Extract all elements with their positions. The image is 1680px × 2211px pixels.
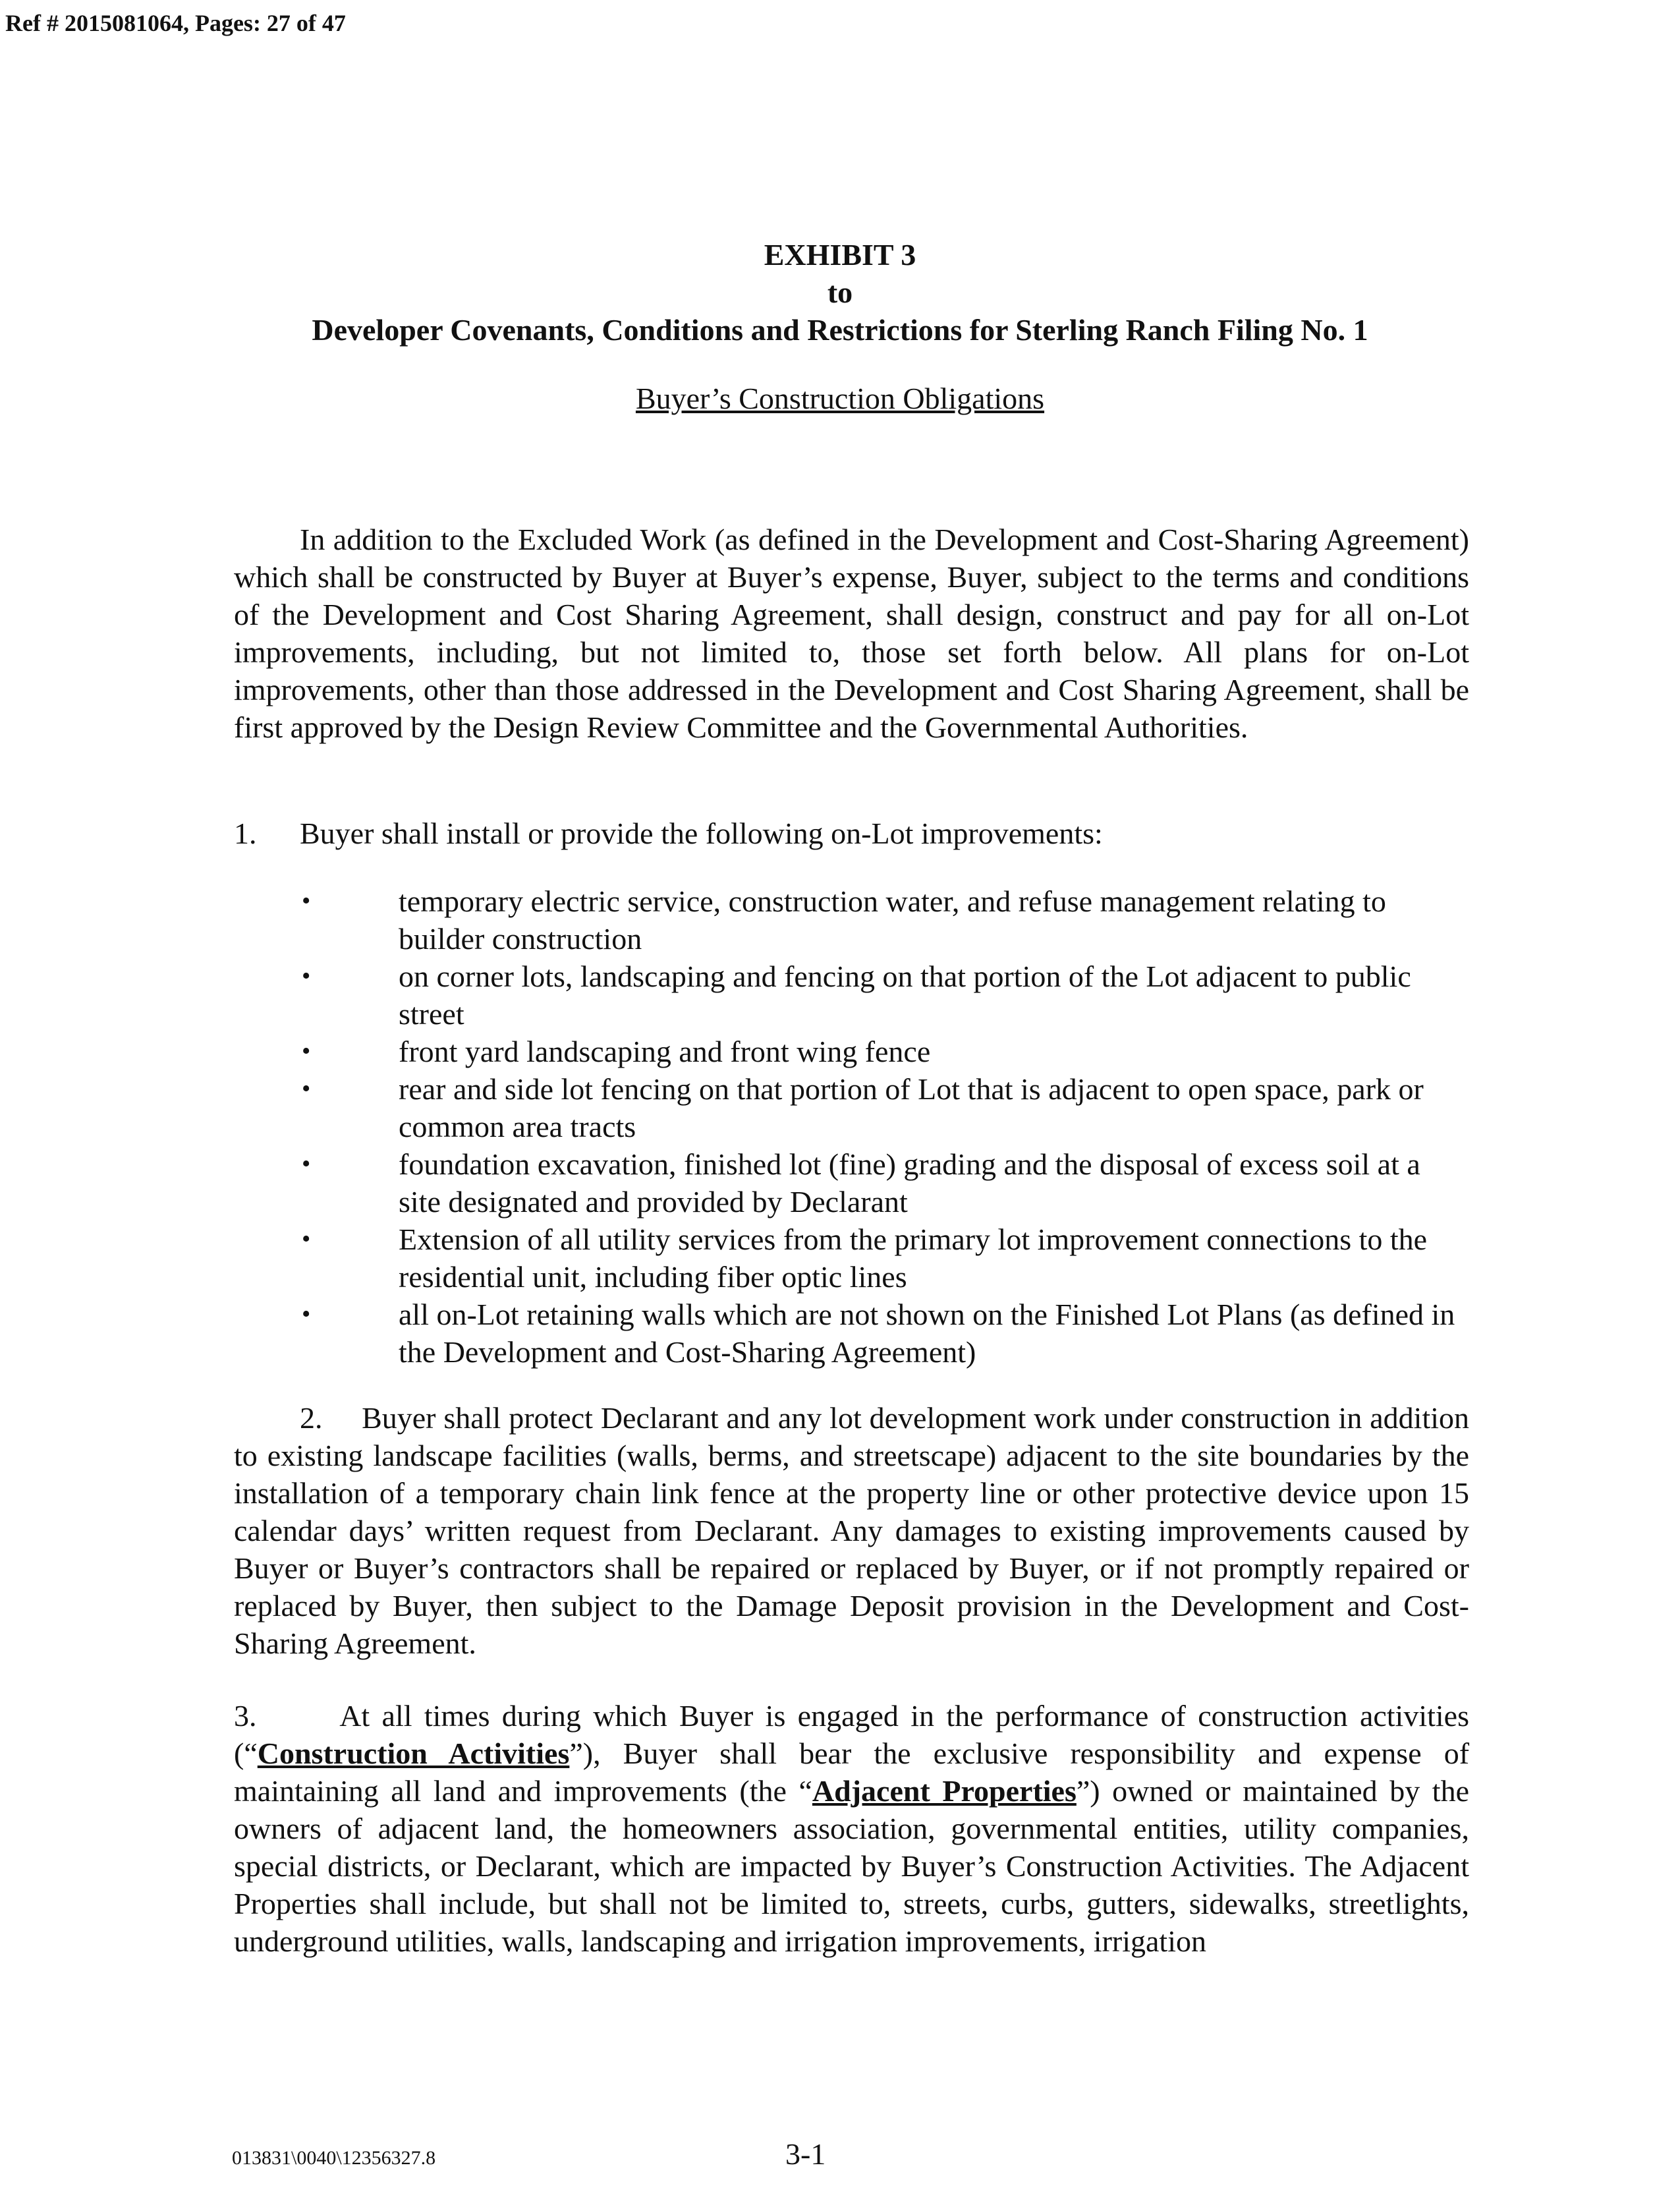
section-1-text: Buyer shall install or provide the following on-Lot improvements:	[300, 817, 1103, 850]
list-item: • all on-Lot retaining walls which are not shown on the Finished Lot Plans (as defined in the Development and Cost-Sharing Agreement)	[296, 1296, 1469, 1371]
exhibit-title: EXHIBIT 3	[764, 238, 916, 272]
section-3-text-c: ”) owned or maintained by the owners of adjacent land, the homeowners association, governmental entities, utility companies, special districts, or Declarant, which are impacted by Buyer’s Construction Activities. The Adjacent Properties shall include, but shall not be limited to, streets, curbs, gutters, sidewalks, streetlights, underground utilities, walls, landscaping and irrigation improvements, irrigation	[234, 1774, 1470, 1958]
document-reference: Ref # 2015081064, Pages: 27 of 47	[5, 10, 346, 36]
section-3-text-b: ”), Buyer shall bear the exclusive responsibility and expense of maintaining all land and improvements (the “	[234, 1737, 1470, 1808]
defined-term-construction-activities: Construction Activities	[257, 1737, 570, 1770]
list-item: • foundation excavation, finished lot (fine) grading and the disposal of excess soil at a site designated and provided by Declarant	[296, 1145, 1469, 1220]
footer-page-number: 3-1	[785, 2137, 826, 2171]
exhibit-title-to: to	[827, 275, 853, 309]
improvements-list	[296, 882, 1469, 1371]
list-item: • temporary electric service, construction water, and refuse management relating to builder construction	[296, 882, 1469, 958]
list-item: • on corner lots, landscaping and fencing on that portion of the Lot adjacent to public street	[296, 958, 1469, 1033]
exhibit-title-subject: Developer Covenants, Conditions and Restrictions for Sterling Ranch Filing No. 1	[312, 313, 1368, 347]
list-item: • front yard landscaping and front wing fence	[296, 1033, 1469, 1070]
section-2-paragraph	[234, 1399, 1469, 1662]
section-3-text-a: At all times during which Buyer is engaged in the performance of construction activities (“	[234, 1699, 1469, 1770]
section-subtitle: Buyer’s Construction Obligations	[635, 382, 1045, 415]
list-item: • Extension of all utility services from the primary lot improvement connections to the residential unit, including fiber optic lines	[296, 1220, 1469, 1296]
list-item: • rear and side lot fencing on that portion of Lot that is adjacent to open space, park or common area tracts	[296, 1070, 1469, 1145]
intro-paragraph: In addition to the Excluded Work (as defined in the Development and Cost-Sharing Agreement) which shall be constructed by Buyer at Buyer’s expense, Buyer, subject to the terms and conditions of the Development and Cost Sharing Agreement, shall design, construct and pay for all on-Lot improvements, including, but not limited to, those set forth below. All plans for on-Lot improvements, other than those addressed in the Development and Cost Sharing Agreement, shall be first approved by the Design Review Committee and the Governmental Authorities.	[234, 523, 1469, 744]
footer-document-id: 013831\0040\12356327.8	[232, 2147, 436, 2169]
section-2-number: 2.	[300, 1401, 323, 1435]
defined-term-adjacent-properties: Adjacent Properties	[812, 1774, 1077, 1808]
section-1-number: 1.	[234, 817, 257, 850]
section-3-number: 3.	[234, 1699, 257, 1733]
section-2-text: Buyer shall protect Declarant and any lot development work under construction in addition to existing landscape facilities (walls, berms, and streetscape) adjacent to the site boundaries by the installation of a temporary chain link fence at the property line or other protective device upon 15 calendar days’ written request from Declarant. Any damages to existing improvements caused by Buyer or Buyer’s contractors shall be repaired or replaced by Buyer, or if not promptly repaired or replaced by Buyer, then subject to the Damage Deposit provision in the Development and Cost-Sharing Agreement.	[234, 1401, 1470, 1660]
section-3-paragraph	[234, 1697, 1469, 1960]
